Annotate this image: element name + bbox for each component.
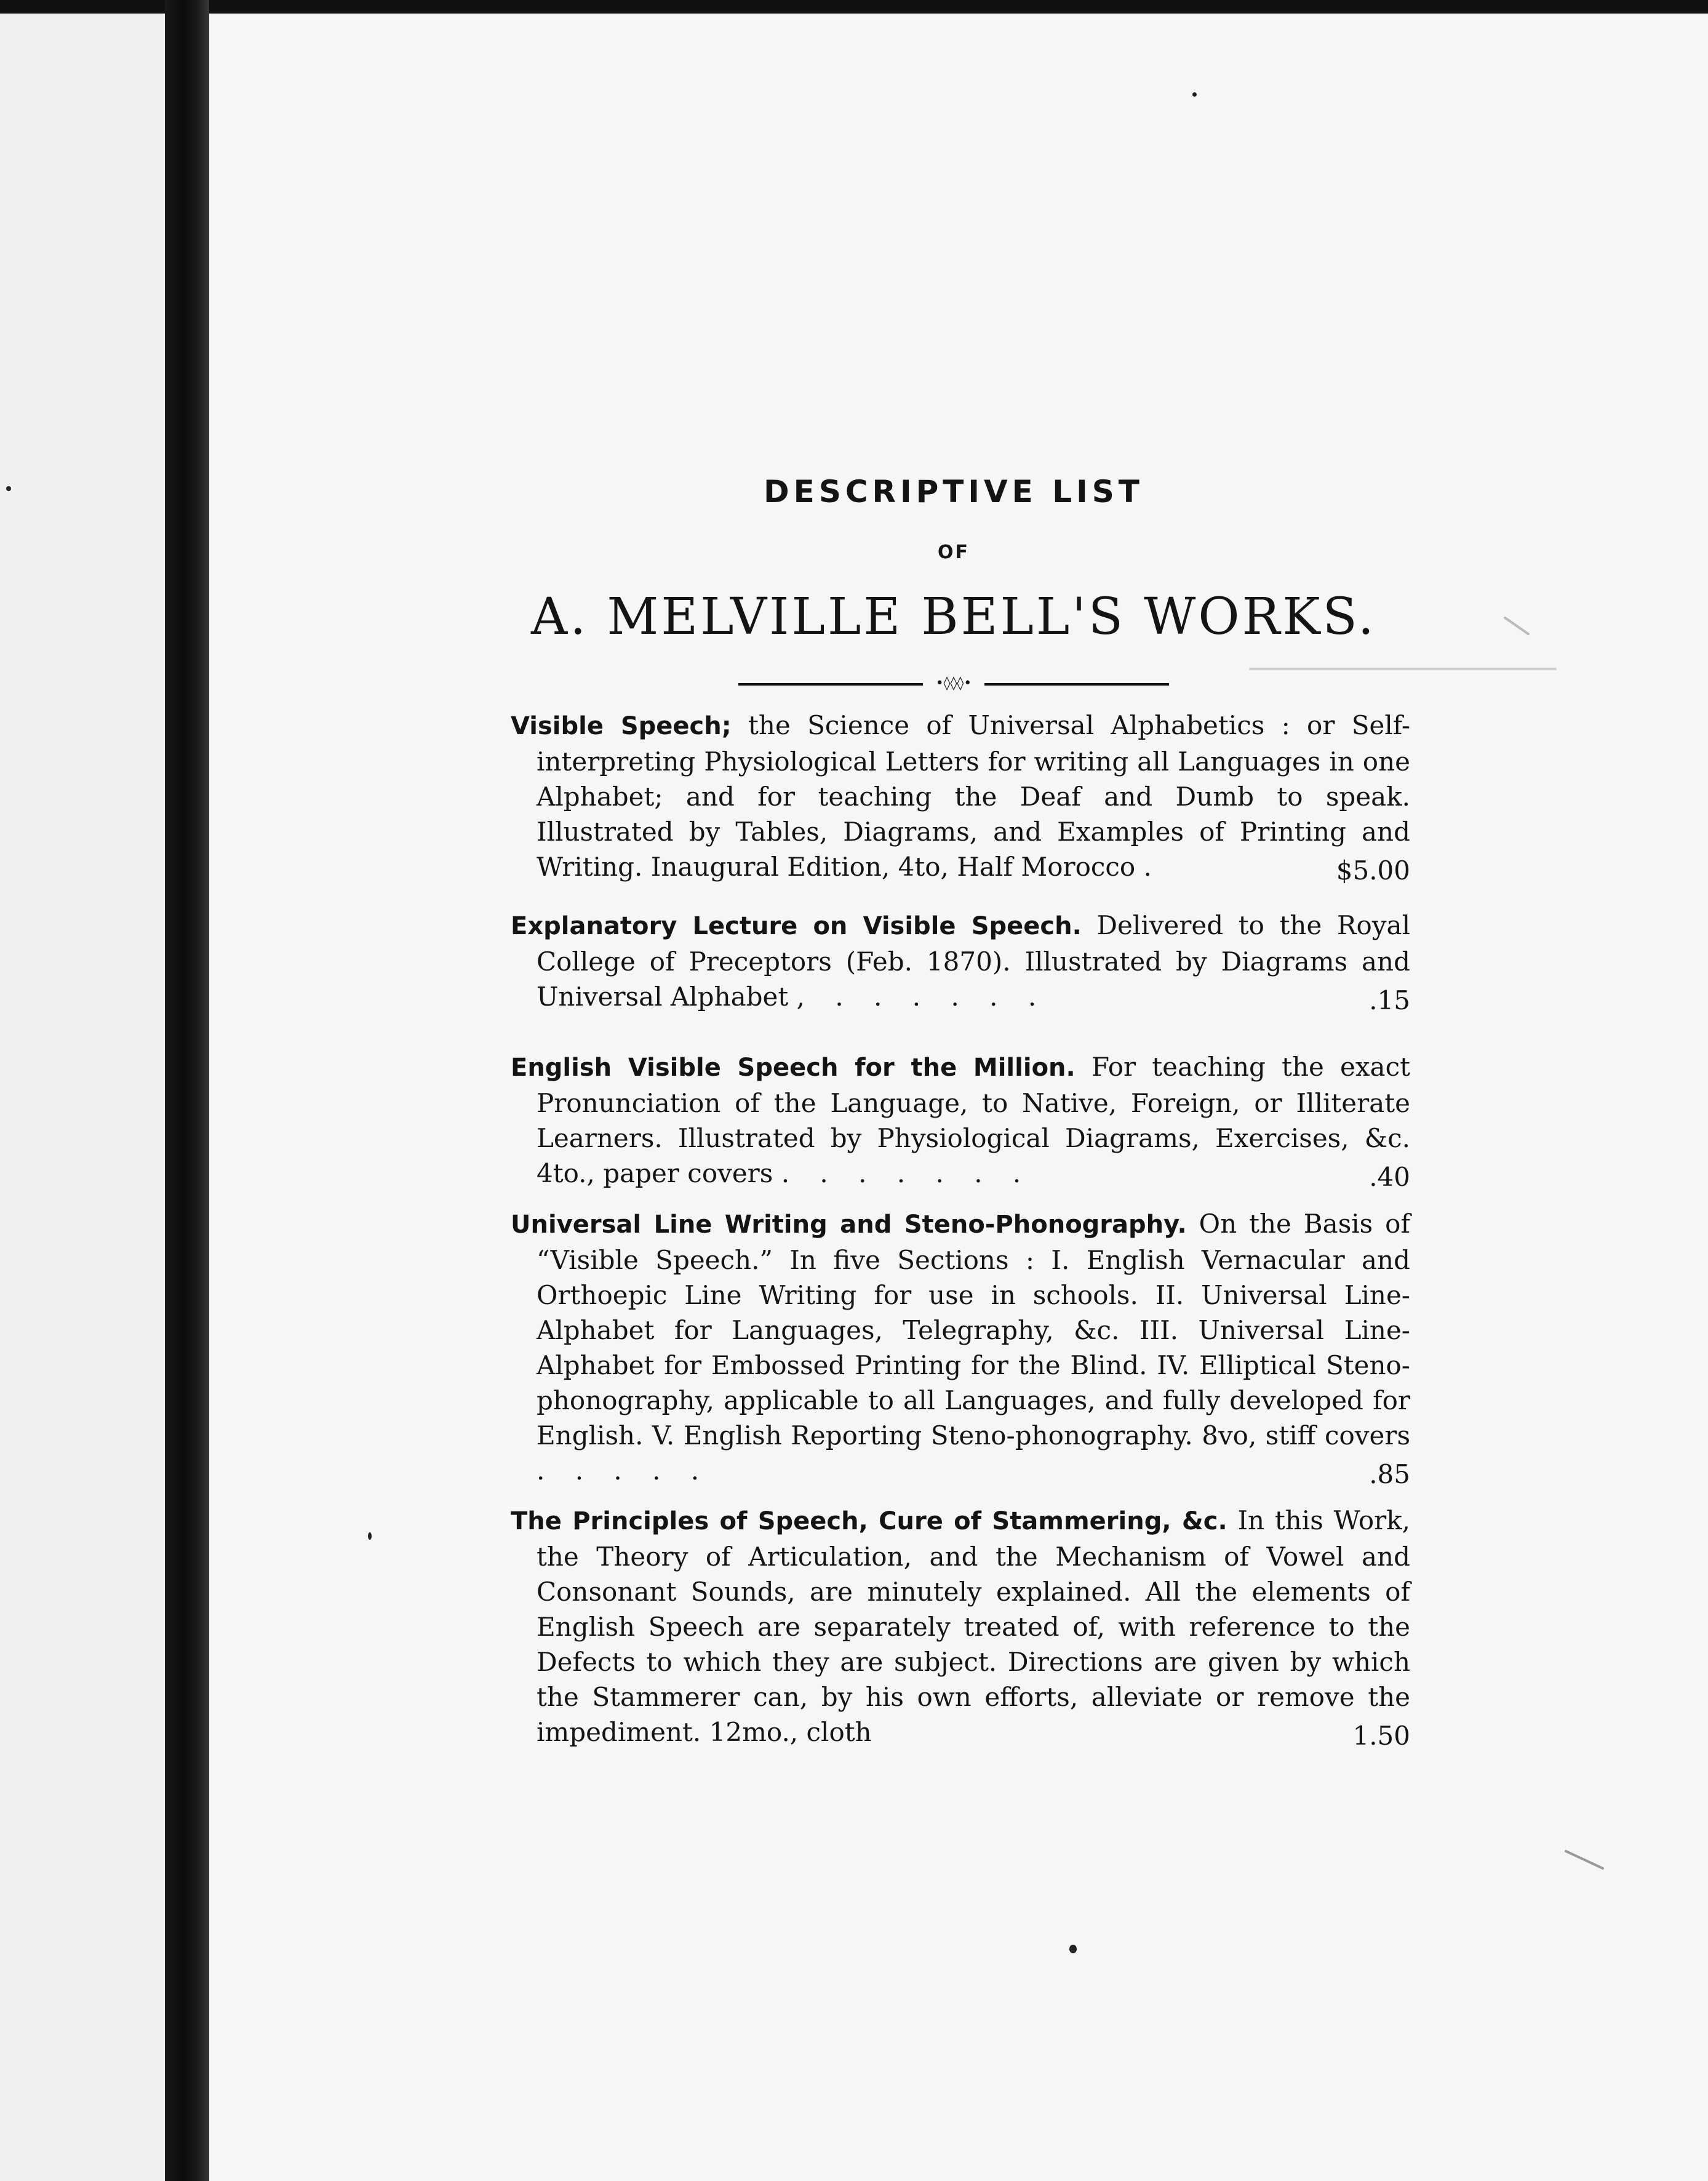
work-entry [511, 1503, 1410, 1753]
facing-page [0, 14, 165, 2181]
work-title: Visible Speech; [511, 712, 732, 740]
rule-ornament: •◊◊◊• [935, 676, 972, 691]
dot-leaders: . . . . . . . [781, 1158, 1032, 1188]
work-entry [511, 908, 1410, 1018]
list-heading-of: OF [938, 542, 970, 563]
work-entry [511, 1049, 1410, 1195]
work-description: In this Work, the Theory of Articulation, and the Mechanism of Vowel and Consonant Sounds, are minutely explained. All the elements of English Speech are separately treated of, with reference to the Defects to which they are subject. Directions are given by which the Stammerer can, by his own efforts, alleviate or remove the impediment. 12mo., cloth [537, 1505, 1410, 1747]
scan-speck [1069, 1945, 1077, 1953]
work-title: Explanatory Lecture on Visible Speech. [511, 912, 1082, 940]
rule-bar-left [738, 683, 923, 686]
book-spine [165, 0, 209, 2181]
dot-leaders: . . . . . [537, 1455, 711, 1486]
work-title: The Principles of Speech, Cure of Stammering, &c. [511, 1507, 1227, 1535]
work-price: 1.50 [1352, 1721, 1410, 1751]
work-description: the Science of Universal Alphabetics : or Self-interpreting Physiological Letters for writing all Languages in one Alphabet; and for teaching the Deaf and Dumb to speak. Illustrated by Tables, Diagrams, and Examples of Printing and Writing. Inaugural Edition, 4to, Half Morocco [537, 710, 1411, 882]
work-description: On the Basis of “Visible Speech.” In five Sections : I. English Vernacular and Orthoepic Line Writing for use in schools. II. Universal Line-Alphabet for Languages, Telegraphy, &c. III. Universal Line-Alphabet for Embossed Printing for the Blind. IV. Elliptical Steno-phonography, applicable to all Languages, and fully developed for English. V. English Reporting Steno-phonography. 8vo, stiff covers [537, 1209, 1410, 1451]
work-description: Delivered to the Royal College of Preceptors (Feb. 1870). Illustrated by Diagrams and Universal Alphabet [537, 910, 1410, 1012]
scan-speck [1192, 92, 1197, 97]
work-price: .85 [1369, 1459, 1410, 1489]
dot-leaders: . [1143, 852, 1163, 882]
dot-leaders: , . . . . . . [796, 982, 1048, 1012]
work-title: English Visible Speech for the Million. [511, 1054, 1075, 1082]
work-description: For teaching the exact Pronunciation of the Language, to Native, Foreign, or Illiterate Learners. Illustrated by Physiological Diagrams, Exercises, &c. 4to., paper covers [537, 1052, 1410, 1188]
work-title: Universal Line Writing and Steno-Phonography. [511, 1211, 1187, 1239]
rule-bar-right [984, 683, 1169, 686]
scan-speck [6, 486, 11, 491]
work-price: $5.00 [1336, 855, 1410, 886]
ornamental-rule [738, 678, 1169, 690]
list-heading: DESCRIPTIVE LIST [764, 474, 1144, 510]
page-title: A. MELVILLE BELL'S WORKS. [531, 588, 1376, 646]
work-price: .40 [1369, 1162, 1410, 1192]
scan-smudge [1249, 668, 1557, 670]
work-entry [511, 708, 1410, 888]
work-entry [511, 1206, 1410, 1492]
work-price: .15 [1369, 985, 1410, 1015]
scan-speck [368, 1532, 372, 1540]
scan-top-edge [0, 0, 1708, 14]
